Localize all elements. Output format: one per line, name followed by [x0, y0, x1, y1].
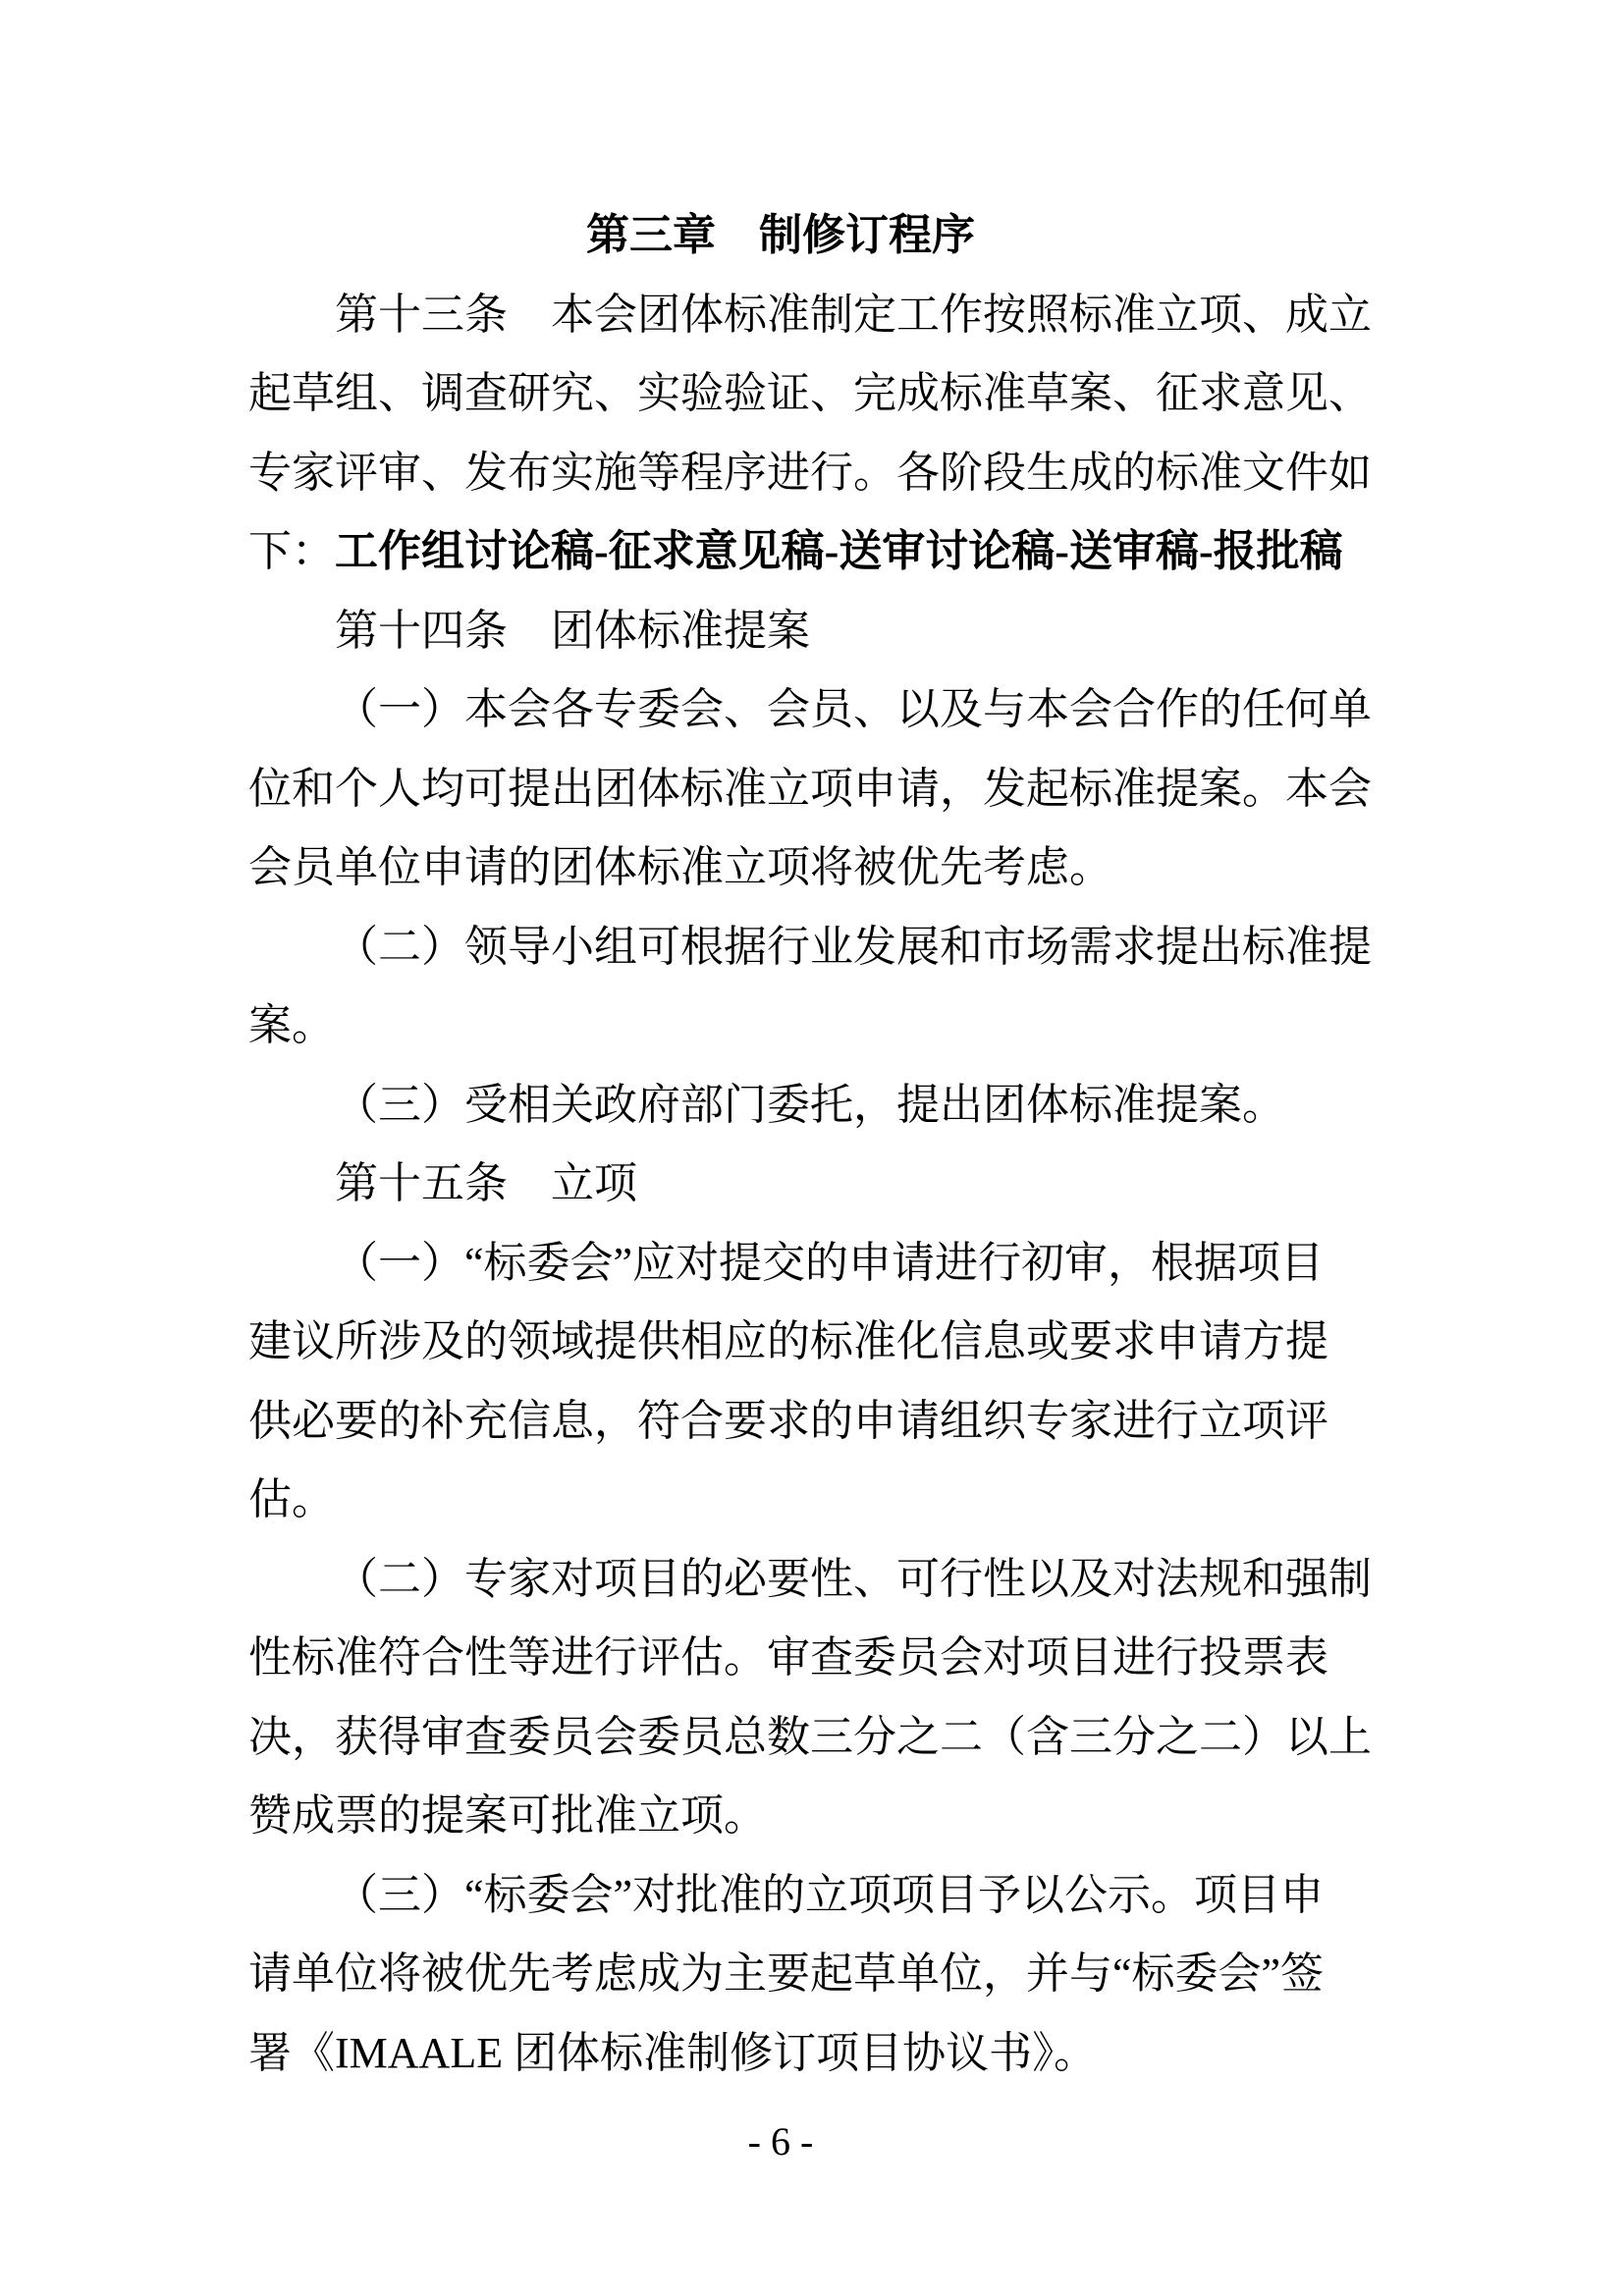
- body-line: 专家评审、发布实施等程序进行。各阶段生成的标准文件如: [248, 448, 1372, 497]
- body-line: 性标准符合性等进行评估。审查委员会对项目进行投票表: [248, 1633, 1328, 1682]
- body-line: 第十三条 本会团体标准制定工作按照标准立项、成立: [335, 290, 1372, 339]
- body-line: 建议所涉及的领域提供相应的标准化信息或要求申请方提: [248, 1317, 1328, 1365]
- body-line: （三）受相关政府部门委托，提出团体标准提案。: [335, 1080, 1285, 1129]
- bold-draft-stages: 工作组讨论稿-征求意见稿-送审讨论稿-送审稿-报批稿: [335, 527, 1343, 575]
- body-line: 估。: [248, 1475, 335, 1523]
- body-line: （一）“标委会”应对提交的申请进行初审，根据项目: [335, 1238, 1325, 1287]
- document-body: [248, 196, 1378, 2093]
- body-line: 第十五条 立项: [335, 1159, 637, 1207]
- body-line: （三）“标委会”对批准的立项项目予以公示。项目申: [335, 1870, 1325, 1919]
- footer-page-number: - 6 -: [747, 2119, 814, 2163]
- body-line: 位和个人均可提出团体标准立项申请，发起标准提案。本会: [248, 764, 1372, 813]
- body-line: 请单位将被优先考虑成为主要起草单位，并与“标委会”签: [248, 1949, 1325, 1998]
- chapter-title: 第三章 制修订程序: [586, 211, 975, 259]
- body-line: 第十四条 团体标准提案: [335, 606, 810, 655]
- body-line: 供必要的补充信息，符合要求的申请组织专家进行立项评: [248, 1396, 1328, 1445]
- body-line: （二）领导小组可根据行业发展和市场需求提出标准提: [335, 922, 1372, 971]
- body-line: 案。: [248, 1001, 335, 1049]
- body-line: 赞成票的提案可批准立项。: [248, 1791, 767, 1840]
- body-line: 署《IMAALE 团体标准制修订项目协议书》。: [248, 2028, 1098, 2077]
- body-line: 起草组、调查研究、实验验证、完成标准草案、征求意见、: [248, 369, 1372, 417]
- line-prefix: 下：: [248, 527, 335, 575]
- body-line: 决，获得审查委员会委员总数三分之二（含三分之二）以上: [248, 1712, 1372, 1761]
- body-line: 会员单位申请的团体标准立项将被优先考虑。: [248, 843, 1112, 891]
- body-line-mixed: [248, 512, 1378, 592]
- body-line: （二）专家对项目的必要性、可行性以及对法规和强制: [335, 1554, 1372, 1603]
- body-line: （一）本会各专委会、会员、以及与本会合作的任何单: [335, 685, 1372, 733]
